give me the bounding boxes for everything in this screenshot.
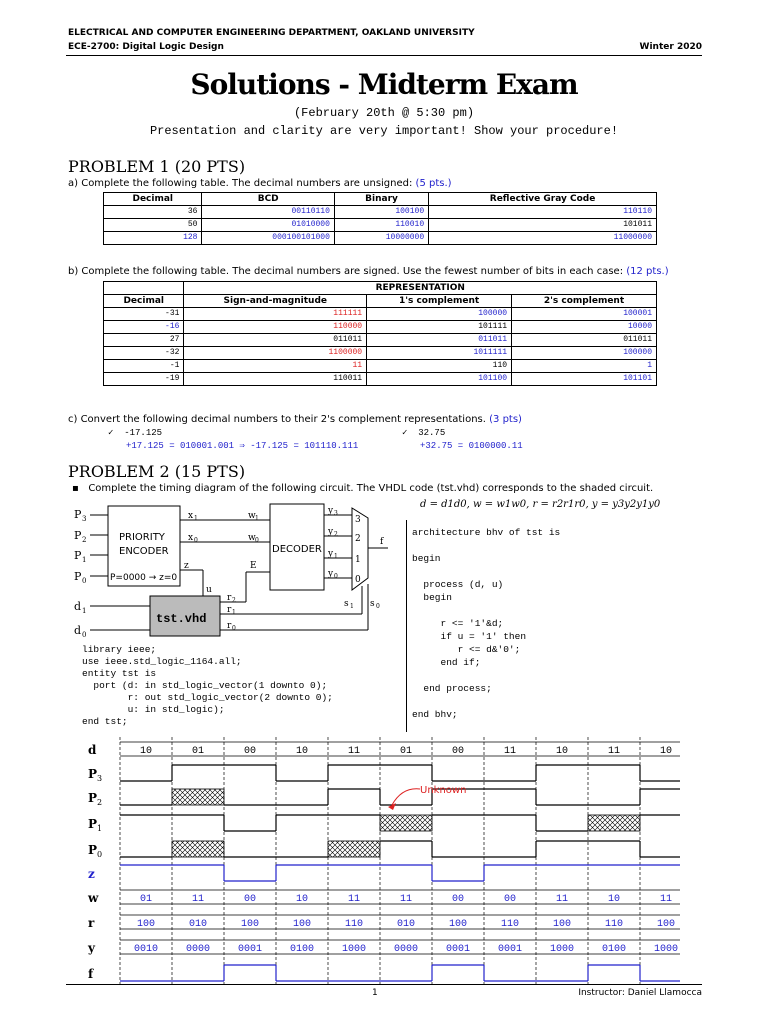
svg-text:P: P (74, 570, 82, 583)
bus-value-y: 0010 (133, 944, 159, 955)
bus-value-y: 0001 (497, 944, 523, 955)
p1c-text: c) Convert the following decimal numbers to their 2's complement representations. (3 pts) (68, 414, 522, 425)
bus-value-y: 1000 (653, 944, 679, 955)
table-cell: 01010000 (202, 219, 334, 232)
bus-value-d: 01 (399, 746, 413, 757)
bus-value-w: 11 (659, 894, 673, 905)
table-cell: -31 (104, 308, 184, 321)
bus-value-r: 100 (136, 919, 156, 930)
svg-text:3: 3 (334, 510, 338, 517)
table-cell: 10000 (512, 321, 657, 334)
table-cell: -16 (104, 321, 184, 334)
svg-text:2: 2 (82, 536, 87, 544)
p1b-text: b) Complete the following table. The decimal numbers are signed. Use the fewest number of bits in each case: (12 pts.) (68, 266, 669, 277)
bus-value-r: 100 (240, 919, 260, 930)
svg-text:y: y (328, 527, 334, 537)
bus-value-y: 0000 (185, 944, 211, 955)
bus-value-w: 10 (295, 894, 309, 905)
svg-text:r: r (227, 593, 232, 603)
unknown-label: Unknown (420, 785, 467, 796)
table-cell: 111111 (184, 308, 367, 321)
problem2-heading: PROBLEM 2 (15 PTS) (68, 462, 246, 481)
course-header: ECE-2700: Digital Logic Design (68, 42, 224, 52)
bus-value-d: 00 (243, 746, 257, 757)
signal-sub: 2 (97, 798, 103, 807)
circuit-diagram (70, 500, 410, 642)
bus-value-r: 110 (500, 919, 520, 930)
code-divider (406, 520, 407, 732)
col-header: 2's complement (512, 295, 657, 308)
col-header: Sign-and-magnitude (184, 295, 367, 308)
svg-text:0: 0 (232, 625, 236, 632)
col-header: Decimal (104, 193, 202, 206)
svg-text:x: x (188, 533, 194, 543)
bus-value-w: 10 (607, 894, 621, 905)
bus-value-w: 11 (347, 894, 361, 905)
c2-answer: +32.75 = 0100000.11 (420, 441, 523, 451)
header-rule (66, 55, 702, 56)
table-cell: 128 (104, 232, 202, 245)
col-header: BCD (202, 193, 334, 206)
timing-diagram (80, 735, 680, 990)
term-header: Winter 2020 (639, 42, 702, 52)
signal-label-P1: P (88, 817, 98, 831)
c1-answer: +17.125 = 010001.001 ⇒ -17.125 = 101110.111 (126, 441, 359, 451)
table-cell: 101011 (429, 219, 657, 232)
svg-text:s: s (344, 599, 349, 609)
c2-question: ✓ 32.75 (402, 428, 446, 438)
bus-value-y: 0001 (445, 944, 471, 955)
svg-text:1: 1 (82, 556, 87, 564)
svg-text:0: 0 (194, 537, 198, 544)
signal-sub: 3 (97, 774, 103, 783)
bus-value-d: 11 (347, 746, 361, 757)
svg-text:1: 1 (350, 603, 354, 610)
svg-text:s: s (370, 599, 375, 609)
unknown-region (588, 815, 640, 831)
svg-text:1: 1 (232, 609, 236, 616)
bus-value-d: 10 (295, 746, 309, 757)
signal-label-P0: P (88, 843, 98, 857)
bus-value-w: 01 (139, 894, 153, 905)
table-cell: 110110 (429, 206, 657, 219)
svg-text:tst.vhd: tst.vhd (156, 612, 207, 626)
signal-label-P3: P (88, 767, 98, 781)
p1a-text: a) Complete the following table. The decimal numbers are unsigned: (5 pts.) (68, 178, 452, 189)
svg-text:2: 2 (232, 597, 236, 604)
dept-header: ELECTRICAL AND COMPUTER ENGINEERING DEPARTMENT, OAKLAND UNIVERSITY (68, 28, 475, 38)
svg-text:P=0000 → z=0: P=0000 → z=0 (110, 573, 178, 583)
bus-value-w: 00 (503, 894, 517, 905)
svg-text:d: d (74, 624, 82, 637)
bus-value-d: 10 (555, 746, 569, 757)
svg-text:P: P (74, 549, 82, 562)
bus-value-w: 11 (555, 894, 569, 905)
svg-text:y: y (328, 569, 334, 579)
table-row (104, 321, 657, 334)
table-cell: 000100101000 (202, 232, 334, 245)
table-cell: 110010 (334, 219, 428, 232)
table-row (104, 360, 657, 373)
bus-value-y: 0100 (289, 944, 315, 955)
table-row (104, 308, 657, 321)
table-cell: 011011 (184, 334, 367, 347)
table-cell: 101101 (512, 373, 657, 386)
svg-text:z: z (184, 561, 189, 571)
svg-text:1: 1 (194, 515, 198, 522)
svg-text:1: 1 (334, 553, 338, 560)
p2-equations: d = d1d0, w = w1w0, r = r2r1r0, y = y3y2y1y0 (420, 499, 661, 510)
instructor: Instructor: Daniel Llamocca (578, 988, 702, 998)
signal-label-w: w (88, 891, 99, 905)
table-cell: 1100000 (184, 347, 367, 360)
table-row (104, 334, 657, 347)
svg-text:0: 0 (334, 573, 338, 580)
bus-value-d: 00 (451, 746, 465, 757)
bus-value-r: 100 (656, 919, 676, 930)
col-header: 1's complement (367, 295, 512, 308)
table-unsigned (103, 192, 657, 245)
svg-text:y: y (328, 549, 334, 559)
table-cell: 50 (104, 219, 202, 232)
svg-text:P: P (74, 508, 82, 521)
svg-text:3: 3 (82, 515, 87, 523)
table-cell: 101111 (367, 321, 512, 334)
svg-text:1: 1 (355, 555, 361, 565)
table-cell: 1 (512, 360, 657, 373)
svg-text:d: d (74, 600, 82, 613)
bus-value-r: 010 (396, 919, 416, 930)
table-row (104, 206, 657, 219)
page-title: Solutions - Midterm Exam (190, 68, 578, 101)
signal-label-y: y (88, 941, 95, 955)
problem1-heading: PROBLEM 1 (20 PTS) (68, 157, 246, 176)
svg-text:0: 0 (82, 577, 87, 585)
svg-text:r: r (227, 621, 232, 631)
bus-value-d: 10 (659, 746, 673, 757)
vhdl-entity-code: library ieee; use ieee.std_logic_1164.all; entity tst is port (d: in std_logic_vector(1 downto 0); r: out std_logic_vector(2 downto 0); u: in std_logic); end tst; (82, 644, 333, 727)
signal-sub: 1 (97, 824, 103, 833)
signal-label-d: d (88, 743, 97, 757)
table-cell: 100000 (367, 308, 512, 321)
unknown-arrow (392, 789, 420, 805)
unknown-region (172, 841, 224, 857)
bus-value-r: 110 (604, 919, 624, 930)
table-cell: 00110110 (202, 206, 334, 219)
signal-sub: 0 (97, 850, 103, 859)
table-row (104, 373, 657, 386)
bus-value-d: 11 (503, 746, 517, 757)
signal-label-f: f (88, 967, 94, 981)
bus-value-w: 00 (451, 894, 465, 905)
bus-value-y: 0100 (601, 944, 627, 955)
svg-text:r: r (227, 605, 232, 615)
table-cell: 11 (184, 360, 367, 373)
bus-value-y: 0000 (393, 944, 419, 955)
svg-text:0: 0 (255, 537, 259, 544)
representation-header: REPRESENTATION (184, 282, 657, 295)
table-cell: 1011111 (367, 347, 512, 360)
table-cell: 110000 (184, 321, 367, 334)
bus-value-d: 10 (139, 746, 153, 757)
table-cell: 27 (104, 334, 184, 347)
exam-date: (February 20th @ 5:30 pm) (293, 106, 475, 120)
svg-text:0: 0 (376, 603, 380, 610)
table-cell: 100000 (512, 347, 657, 360)
bus-value-d: 11 (607, 746, 621, 757)
svg-text:ENCODER: ENCODER (119, 546, 169, 557)
bus-value-r: 100 (292, 919, 312, 930)
unknown-region (172, 789, 224, 805)
bus-value-y: 0001 (237, 944, 263, 955)
table-row (104, 347, 657, 360)
table-signed (103, 281, 657, 386)
unknown-region (328, 841, 380, 857)
bus-value-r: 010 (188, 919, 208, 930)
svg-text:w: w (248, 511, 256, 521)
svg-text:2: 2 (334, 531, 338, 538)
bus-value-r: 100 (448, 919, 468, 930)
col-header: Reflective Gray Code (429, 193, 657, 206)
bus-value-y: 1000 (341, 944, 367, 955)
table-row (104, 219, 657, 232)
col-header: Binary (334, 193, 428, 206)
bus-value-y: 1000 (549, 944, 575, 955)
bus-value-r: 110 (344, 919, 364, 930)
table-cell: 10000000 (334, 232, 428, 245)
c1-question: ✓ -17.125 (108, 428, 163, 438)
vhdl-architecture-code: architecture bhv of tst is begin process (d, u) begin r <= '1'&d; if u = '1' then r <= d&'0'; end if; end process; end bhv; (412, 527, 561, 720)
svg-text:u: u (206, 585, 212, 595)
table-cell: 36 (104, 206, 202, 219)
table-cell: -32 (104, 347, 184, 360)
table-cell: 100001 (512, 308, 657, 321)
svg-text:w: w (248, 533, 256, 543)
bus-value-w: 11 (399, 894, 413, 905)
table-cell: -1 (104, 360, 184, 373)
table-cell: 11000000 (429, 232, 657, 245)
footer-rule (66, 984, 702, 985)
svg-text:2: 2 (355, 534, 361, 544)
page-number: 1 (372, 988, 378, 998)
signal-label-P2: P (88, 791, 98, 805)
table-cell: 110 (367, 360, 512, 373)
table-cell: 101100 (367, 373, 512, 386)
bus-value-w: 11 (191, 894, 205, 905)
svg-text:1: 1 (82, 607, 87, 615)
svg-text:0: 0 (355, 575, 361, 585)
svg-text:1: 1 (255, 515, 259, 522)
svg-text:E: E (250, 561, 257, 571)
table-cell: 100100 (334, 206, 428, 219)
subtitle: Presentation and clarity are very important! Show your procedure! (149, 124, 619, 138)
svg-text:P: P (74, 529, 82, 542)
svg-text:f: f (380, 537, 384, 547)
svg-text:PRIORITY: PRIORITY (119, 532, 165, 543)
table-cell: 011011 (512, 334, 657, 347)
bus-value-d: 01 (191, 746, 205, 757)
signal-label-r: r (88, 916, 95, 930)
table-cell: -19 (104, 373, 184, 386)
table-cell: 110011 (184, 373, 367, 386)
bus-value-r: 100 (552, 919, 572, 930)
signal-label-z: z (88, 867, 95, 881)
svg-text:0: 0 (82, 631, 87, 639)
p2-bullet: ▪ Complete the timing diagram of the following circuit. The VHDL code (tst.vhd) corresponds to the shaded circuit. (72, 483, 654, 494)
unknown-region (380, 815, 432, 831)
col-header: Decimal (104, 295, 184, 308)
bus-value-w: 00 (243, 894, 257, 905)
table-cell: 011011 (367, 334, 512, 347)
table-row (104, 232, 657, 245)
svg-text:x: x (188, 511, 194, 521)
svg-text:DECODER: DECODER (272, 544, 322, 555)
svg-text:y: y (328, 506, 334, 516)
svg-text:3: 3 (355, 515, 361, 525)
